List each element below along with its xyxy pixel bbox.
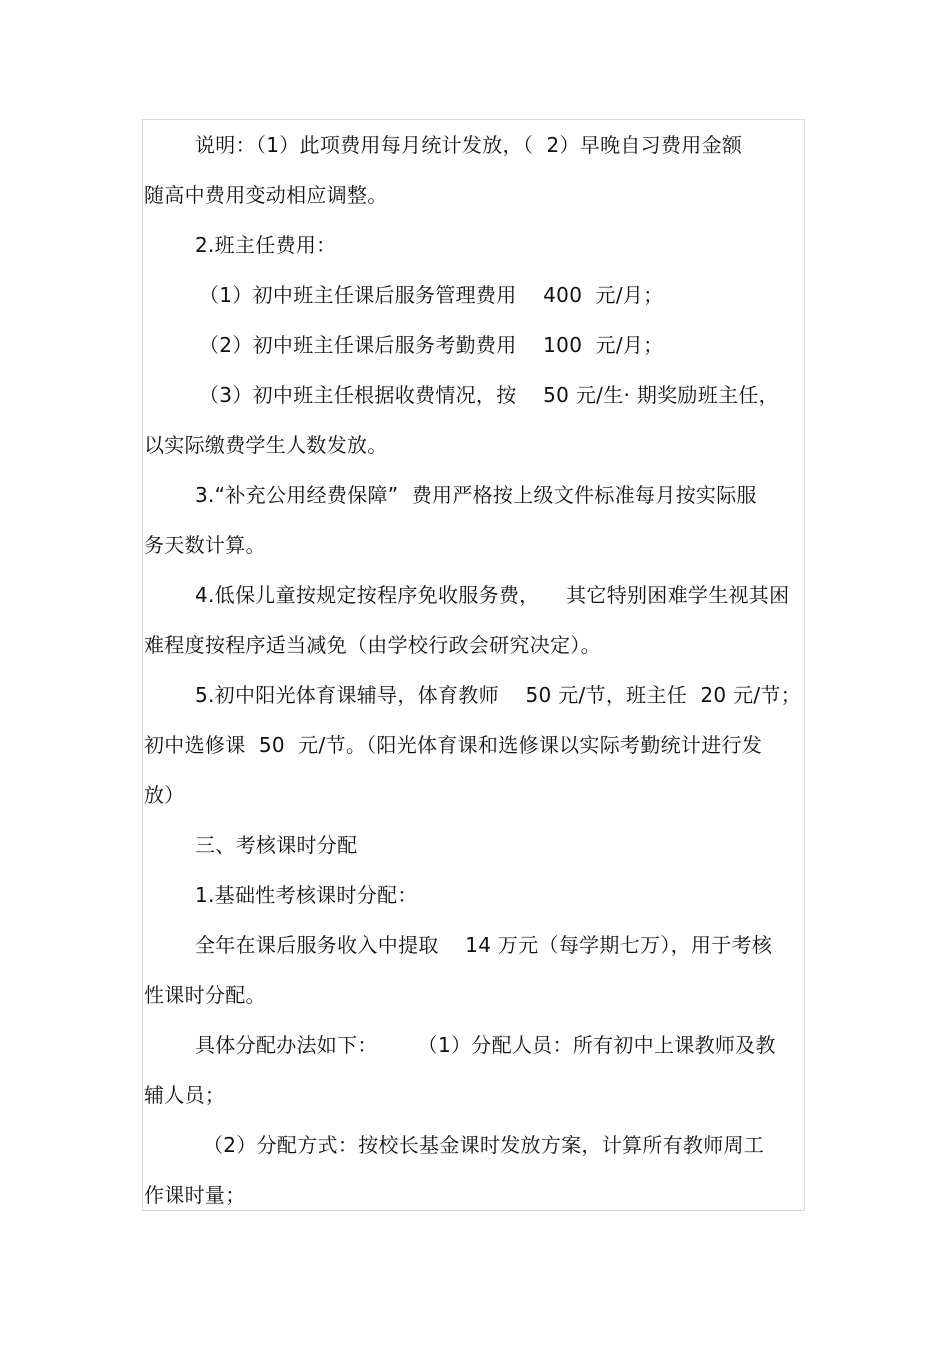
- text-line: 随高中费用变动相应调整。: [144, 183, 388, 207]
- text-line: 性课时分配。: [144, 983, 266, 1007]
- text-line: 放）: [144, 783, 185, 807]
- text-line: （2）分配方式：按校长基金课时发放方案，计算所有教师周工: [203, 1133, 765, 1157]
- text-line: （1）初中班主任课后服务管理费用 400 元/月；: [199, 283, 664, 307]
- text-line: （2）初中班主任课后服务考勤费用 100 元/月；: [199, 333, 664, 357]
- text-line: 说明：（1）此项费用每月统计发放，（ 2）早晚自习费用金额: [195, 133, 743, 157]
- text-line: 务天数计算。: [144, 533, 266, 557]
- text-line: 3.“补充公用经费保障” 费用严格按上级文件标准每月按实际服: [195, 483, 757, 507]
- text-line: 作课时量；: [144, 1183, 246, 1207]
- text-line: 1.基础性考核课时分配：: [195, 883, 418, 907]
- section-heading: 三、考核课时分配: [195, 833, 358, 857]
- text-line: 难程度按程序适当减免（由学校行政会研究决定）。: [144, 633, 601, 657]
- text-line: 以实际缴费学生人数发放。: [144, 433, 388, 457]
- text-line: （3）初中班主任根据收费情况，按 50 元/生· 期奖励班主任，: [199, 383, 779, 407]
- text-line: 具体分配办法如下： （1）分配人员：所有初中上课教师及教: [195, 1033, 776, 1057]
- text-line: 初中选修课 50 元/节。（阳光体育课和选修课以实际考勤统计进行发: [144, 733, 763, 757]
- text-line: 5.初中阳光体育课辅导，体育教师 50 元/节，班主任 20 元/节；: [195, 683, 802, 707]
- text-line: 2.班主任费用：: [195, 233, 337, 257]
- text-line: 4.低保儿童按规定按程序免收服务费， 其它特别困难学生视其困: [195, 583, 790, 607]
- text-line: 全年在课后服务收入中提取 14 万元（每学期七万），用于考核: [195, 933, 773, 957]
- text-line: 辅人员；: [144, 1083, 226, 1107]
